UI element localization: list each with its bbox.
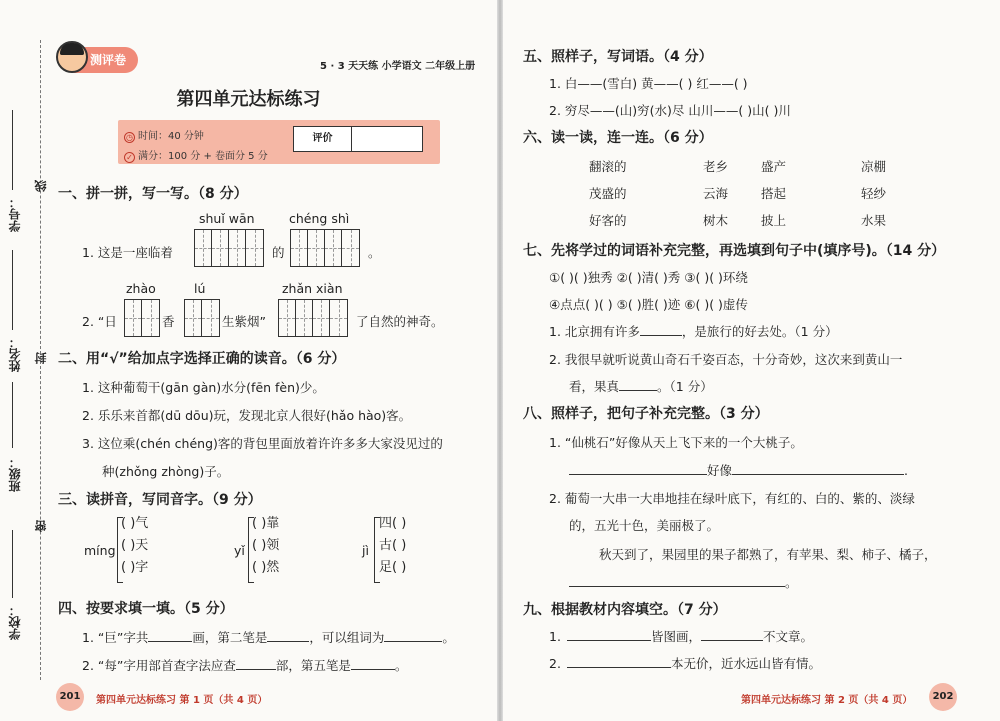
s3-g3-item: 古( ) — [379, 538, 407, 553]
page-title: 第四单元达标练习 — [176, 89, 321, 110]
section-1-title: 一、拼一拼，写一写。（8 分） — [58, 186, 248, 202]
s9-q2 — [549, 654, 821, 672]
s3-g1-item: ( )气 — [121, 516, 149, 531]
pinyin-zhao: zhào — [126, 281, 156, 296]
s5-q1: 1. 白——(雪白) 黄——( ) 红——( ) — [549, 76, 748, 91]
s3-g1-pinyin: míng — [84, 543, 116, 558]
s7-q2b — [569, 377, 713, 395]
s7-q1-part: ，是旅行的好去处。（1 分） — [681, 324, 838, 339]
s3-g1-item: ( )天 — [121, 538, 149, 553]
banji-line — [12, 382, 13, 448]
test-badge — [62, 47, 138, 73]
s3-g1-item: ( )字 — [121, 560, 149, 575]
section-7-title: 七、先将学过的词语补充完整，再选填到句子中(填序号)。（14 分） — [523, 243, 946, 259]
s9-q1 — [549, 627, 813, 645]
s7-q2b-part: 。（1 分） — [657, 379, 713, 394]
s6-col2-item[interactable]: 云海 — [703, 186, 729, 201]
xuehao-line — [12, 110, 13, 190]
s4-q1-part: 。 — [442, 630, 455, 645]
s3-g1-list — [121, 513, 148, 579]
s6-col3-item[interactable]: 搭起 — [761, 186, 787, 201]
s1-q1-text-a: 1. 这是一座临着 — [82, 245, 173, 260]
pinyin-chengshi: chéng shì — [289, 211, 350, 226]
s4-q2-part: 部，第五笔是 — [275, 658, 351, 673]
check-icon: ✓ — [124, 152, 135, 163]
page-number-left: 201 — [56, 683, 84, 711]
s6-col4-item[interactable]: 轻纱 — [861, 186, 887, 201]
writing-grid-lu[interactable] — [184, 299, 220, 337]
s4-q1-part: 画，第二笔是 — [192, 630, 268, 645]
s1-q2-text-a: 2. “日 — [82, 314, 117, 329]
s9-q1-part: 不文章。 — [762, 629, 813, 644]
s3-g3-list — [379, 513, 406, 579]
time-text: 时间：40 分钟 — [138, 131, 204, 142]
s3-g2-item: ( )靠 — [252, 516, 280, 531]
s9-q1-part: 皆图画， — [650, 629, 701, 644]
s3-g3-item: 四( ) — [379, 516, 407, 531]
section-2-title: 二、用“√”给加点字选择正确的读音。（6 分） — [58, 351, 346, 367]
writing-grid-shuiwan[interactable] — [194, 229, 264, 267]
s9-q2-part: 本无价，近水远山皆有情。 — [670, 656, 821, 671]
footer-left: 第四单元达标练习 第 1 页（共 4 页） — [96, 695, 268, 706]
badge-label: 测评卷 — [90, 53, 127, 67]
s4-q1 — [82, 628, 455, 646]
s6-col2-item[interactable]: 老乡 — [703, 159, 729, 174]
s4-q2-part: 2. “每”字用部首查字法应查 — [82, 658, 236, 673]
fill-blank[interactable] — [569, 474, 707, 475]
s1-q1-text-c: 。 — [368, 245, 381, 260]
s4-q2 — [82, 656, 407, 674]
banji-label: 班级： — [8, 456, 22, 492]
s3-g2-item: ( )领 — [252, 538, 280, 553]
fill-blank[interactable] — [236, 669, 276, 670]
fill-blank[interactable] — [640, 335, 682, 336]
s6-col4-item[interactable]: 水果 — [861, 213, 887, 228]
s7-row1: ①( )( )独秀 ②( )清( )秀 ③( )( )环绕 — [549, 270, 748, 285]
pinyin-shuiwan: shuǐ wān — [199, 211, 255, 226]
s5-q2: 2. 穷尽——(山)穷(水)尽 山川——( )山( )川 — [549, 103, 791, 118]
series-header: 5 · 3 天天练 小学语文 二年级上册 — [320, 61, 476, 72]
s1-q1-text-b: 的 — [272, 245, 285, 260]
s6-col3-item[interactable]: 盛产 — [761, 159, 787, 174]
xingming-label: 姓名： — [8, 336, 22, 372]
evaluation-label: 评价 — [294, 127, 352, 151]
xian-mark: 线 — [34, 180, 48, 192]
s3-g3-pinyin: jì — [362, 543, 369, 558]
section-5-title: 五、照样子，写词语。（4 分） — [523, 49, 713, 65]
s7-q2b-part: 看，果真 — [569, 379, 620, 394]
fill-blank[interactable] — [384, 641, 442, 642]
fill-blank[interactable] — [148, 641, 192, 642]
s2-q3b: 种(zhǒng zhòng)子。 — [102, 464, 230, 479]
section-9-title: 九、根据教材内容填空。（7 分） — [523, 602, 727, 618]
s8-q2d-end: 。 — [785, 575, 798, 590]
s3-g2-list — [252, 513, 279, 579]
s8-q2b: 的，五光十色，美丽极了。 — [569, 518, 720, 533]
s7-q2: 2. 我很早就听说黄山奇石千姿百态，十分奇妙，这次来到黄山一 — [549, 352, 903, 367]
fill-blank[interactable] — [567, 640, 651, 641]
xuexiao-label: 学校： — [8, 604, 22, 640]
s6-col4-item[interactable]: 凉棚 — [861, 159, 887, 174]
fill-blank[interactable] — [267, 641, 309, 642]
xuehao-label: 学号： — [8, 196, 22, 232]
s1-q2-text-b: 香 — [162, 314, 175, 329]
s8-q2: 2. 葡萄一大串一大串地挂在绿叶底下，有红的、白的、紫的、淡绿 — [549, 491, 915, 506]
evaluation-box[interactable] — [293, 126, 423, 152]
fill-blank[interactable] — [569, 586, 785, 587]
s1-q2-text-c: 生紫烟” — [222, 314, 266, 329]
s7-row2: ④点点( )( ) ⑤( )胜( )迹 ⑥( )( )虚传 — [549, 297, 748, 312]
s4-q1-part: 1. “巨”字共 — [82, 630, 149, 645]
s7-q1-part: 1. 北京拥有许多 — [549, 324, 640, 339]
s3-g2-pinyin: yǐ — [234, 543, 245, 558]
mascot-icon — [56, 41, 88, 73]
s8-q1-mid: 好像 — [707, 463, 733, 478]
writing-grid-zhao[interactable] — [124, 299, 160, 337]
fill-blank[interactable] — [701, 640, 763, 641]
page-number-right: 202 — [929, 683, 957, 711]
section-6-title: 六、读一读，连一连。（6 分） — [523, 130, 713, 146]
clock-icon: ◷ — [124, 132, 135, 143]
fill-blank[interactable] — [732, 474, 904, 475]
footer-right: 第四单元达标练习 第 2 页（共 4 页） — [741, 695, 913, 706]
s8-q2c: 秋天到了，果园里的果子都熟了，有苹果、梨、柿子、橘子， — [599, 547, 937, 562]
section-3-title: 三、读拼音，写同音字。（9 分） — [58, 492, 262, 508]
s3-g2-item: ( )然 — [252, 560, 280, 575]
pinyin-lu: lú — [194, 281, 206, 296]
feng-mark: 封 — [34, 352, 48, 364]
section-8-title: 八、照样子，把句子补充完整。（3 分） — [523, 406, 769, 422]
s6-col3-item[interactable]: 披上 — [761, 213, 787, 228]
info-box — [118, 120, 440, 164]
s6-col1-item[interactable]: 翻滚的 — [589, 159, 627, 174]
s4-q1-part: ，可以组词为 — [309, 630, 385, 645]
writing-grid-chengshi[interactable] — [290, 229, 360, 267]
s8-q1: 1. “仙桃石”好像从天上飞下来的一个大桃子。 — [549, 435, 803, 450]
s9-q2-part: 2. — [549, 656, 561, 671]
xuexiao-line — [12, 530, 13, 598]
xingming-line — [12, 250, 13, 330]
s7-q1 — [549, 322, 838, 340]
fill-blank[interactable] — [619, 390, 657, 391]
writing-grid-zhanxian[interactable] — [278, 299, 348, 337]
s9-q1-part: 1. — [549, 629, 561, 644]
fill-blank[interactable] — [351, 669, 395, 670]
s1-q2-text-d: 了自然的神奇。 — [356, 314, 444, 329]
s4-q2-part: 。 — [394, 658, 408, 673]
left-page — [0, 0, 497, 721]
s2-q1: 1. 这种葡萄干(gān gàn)水分(fēn fèn)少。 — [82, 380, 325, 395]
s2-q2: 2. 乐乐来首都(dū dōu)玩，发现北京人很好(hǎo hào)客。 — [82, 408, 412, 423]
s6-col2-item[interactable]: 树木 — [703, 213, 729, 228]
s2-q3: 3. 这位乘(chén chéng)客的背包里面放着许许多多大家没见过的 — [82, 436, 443, 451]
s8-q1-answer: 好像 . — [569, 461, 908, 479]
fill-blank[interactable] — [567, 667, 671, 668]
right-page — [503, 0, 1000, 721]
pinyin-zhanxian: zhǎn xiàn — [282, 281, 343, 296]
s3-g3-item: 足( ) — [379, 560, 407, 575]
section-4-title: 四、按要求填一填。（5 分） — [58, 601, 234, 617]
score-text: 满分：100 分 + 卷面分 5 分 — [138, 151, 268, 162]
s8-q2d — [569, 573, 798, 591]
mi-mark: 密 — [34, 520, 48, 532]
s6-col1-item[interactable]: 茂盛的 — [589, 186, 627, 201]
s6-col1-item[interactable]: 好客的 — [589, 213, 627, 228]
